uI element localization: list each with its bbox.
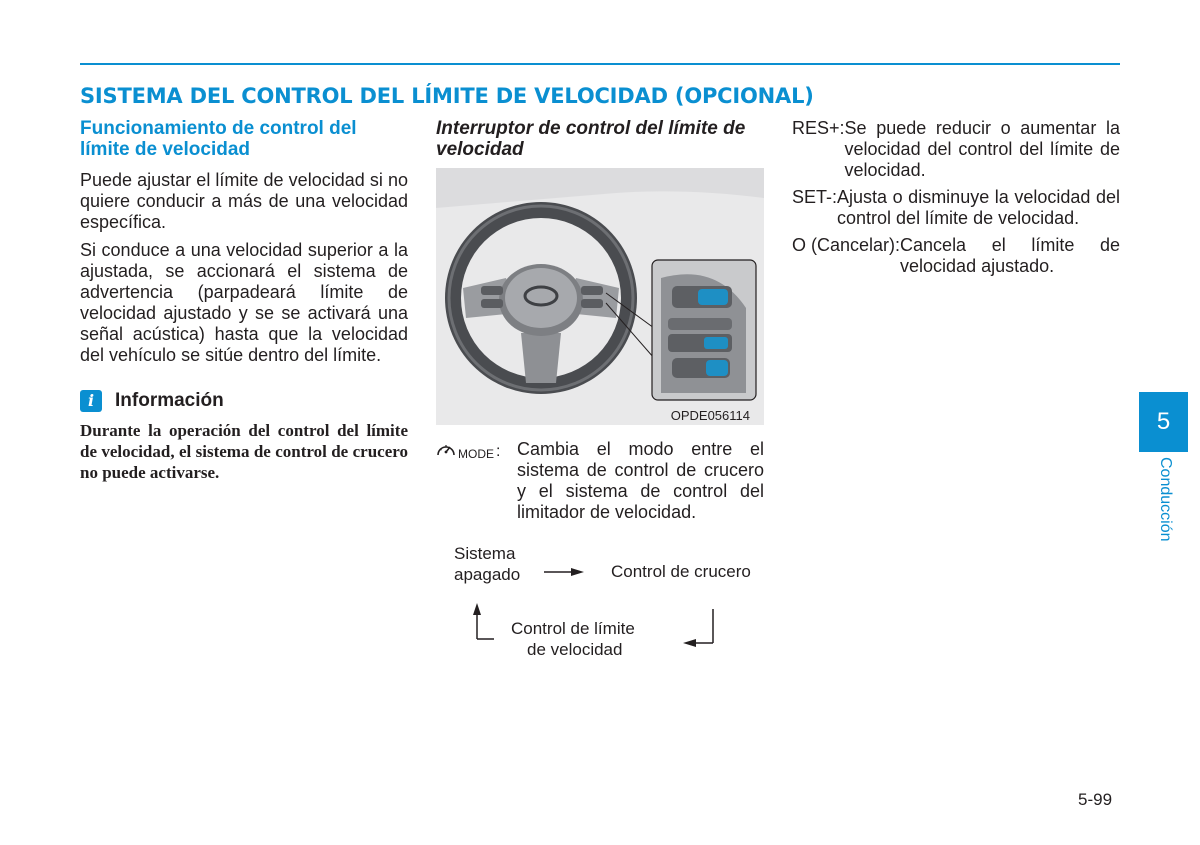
info-title: Información xyxy=(115,390,224,411)
paragraph-warning: Si conduce a una velocidad superior a la ajustada, se accionará el sistema de advertencia (parpadeará límite de velocidad ajustado y se se activará una señal acústica) hasta que la velocidad del vehículo se sitúe dentro del límite. xyxy=(80,240,408,365)
flow-off-line1: Sistema xyxy=(454,544,516,563)
flow-off-line2: apagado xyxy=(454,565,521,584)
switch-heading: Interruptor de control del límite de velocidad xyxy=(436,118,746,160)
info-header xyxy=(80,390,408,412)
speedometer-icon xyxy=(436,441,456,459)
paragraph-intro: Puede ajustar el límite de velocidad si no quiere conducir a más de una velocidad específica. xyxy=(80,170,408,232)
mode-flow-diagram xyxy=(436,537,764,677)
set-description: Ajusta o disminuye la velocidad del control del límite de velocidad. xyxy=(837,187,1120,228)
page-number: 5-99 xyxy=(1078,790,1113,809)
mode-definition xyxy=(436,439,764,523)
cancel-definition xyxy=(792,235,1120,277)
figure-code: OPDE056114 xyxy=(670,408,750,423)
chapter-name: Conducción xyxy=(1157,457,1174,542)
flow-limit-line2: de velocidad xyxy=(527,640,623,659)
page-title: SISTEMA DEL CONTROL DEL LÍMITE DE VELOCIDAD (OPCIONAL) xyxy=(80,84,814,108)
set-definition xyxy=(792,187,1120,229)
column-switch xyxy=(436,118,764,677)
mode-description: Cambia el modo entre el sistema de control de crucero y el sistema de control del limitador de velocidad. xyxy=(517,439,764,522)
mode-term xyxy=(436,439,517,523)
info-icon: i xyxy=(80,390,102,412)
flow-limit-line1: Control de límite xyxy=(511,619,635,638)
column-operation xyxy=(80,118,408,483)
section-heading: Funcionamiento de control del límite de velocidad xyxy=(80,118,357,160)
mode-colon: : xyxy=(496,443,501,460)
info-body: Durante la operación del control del límite de velocidad, el sistema de control de crucero no puede activarse. xyxy=(80,421,408,482)
steering-wheel-figure xyxy=(436,168,764,425)
flow-cruise: Control de crucero xyxy=(611,562,751,581)
res-definition xyxy=(792,118,1120,181)
cancel-description: Cancela el límite de velocidad ajustado. xyxy=(900,235,1120,276)
set-term: SET-: xyxy=(792,187,838,207)
cancel-term: O (Cancelar): xyxy=(792,235,901,255)
steering-wheel-illustration xyxy=(436,168,764,425)
chapter-tab: 5 xyxy=(1139,392,1188,452)
res-term: RES+: xyxy=(792,118,845,138)
column-buttons xyxy=(792,118,1120,283)
header-rule xyxy=(80,63,1120,65)
mode-label: MODE xyxy=(458,447,494,461)
res-description: Se puede reducir o aumentar la velocidad del control del límite de velocidad. xyxy=(844,118,1120,180)
